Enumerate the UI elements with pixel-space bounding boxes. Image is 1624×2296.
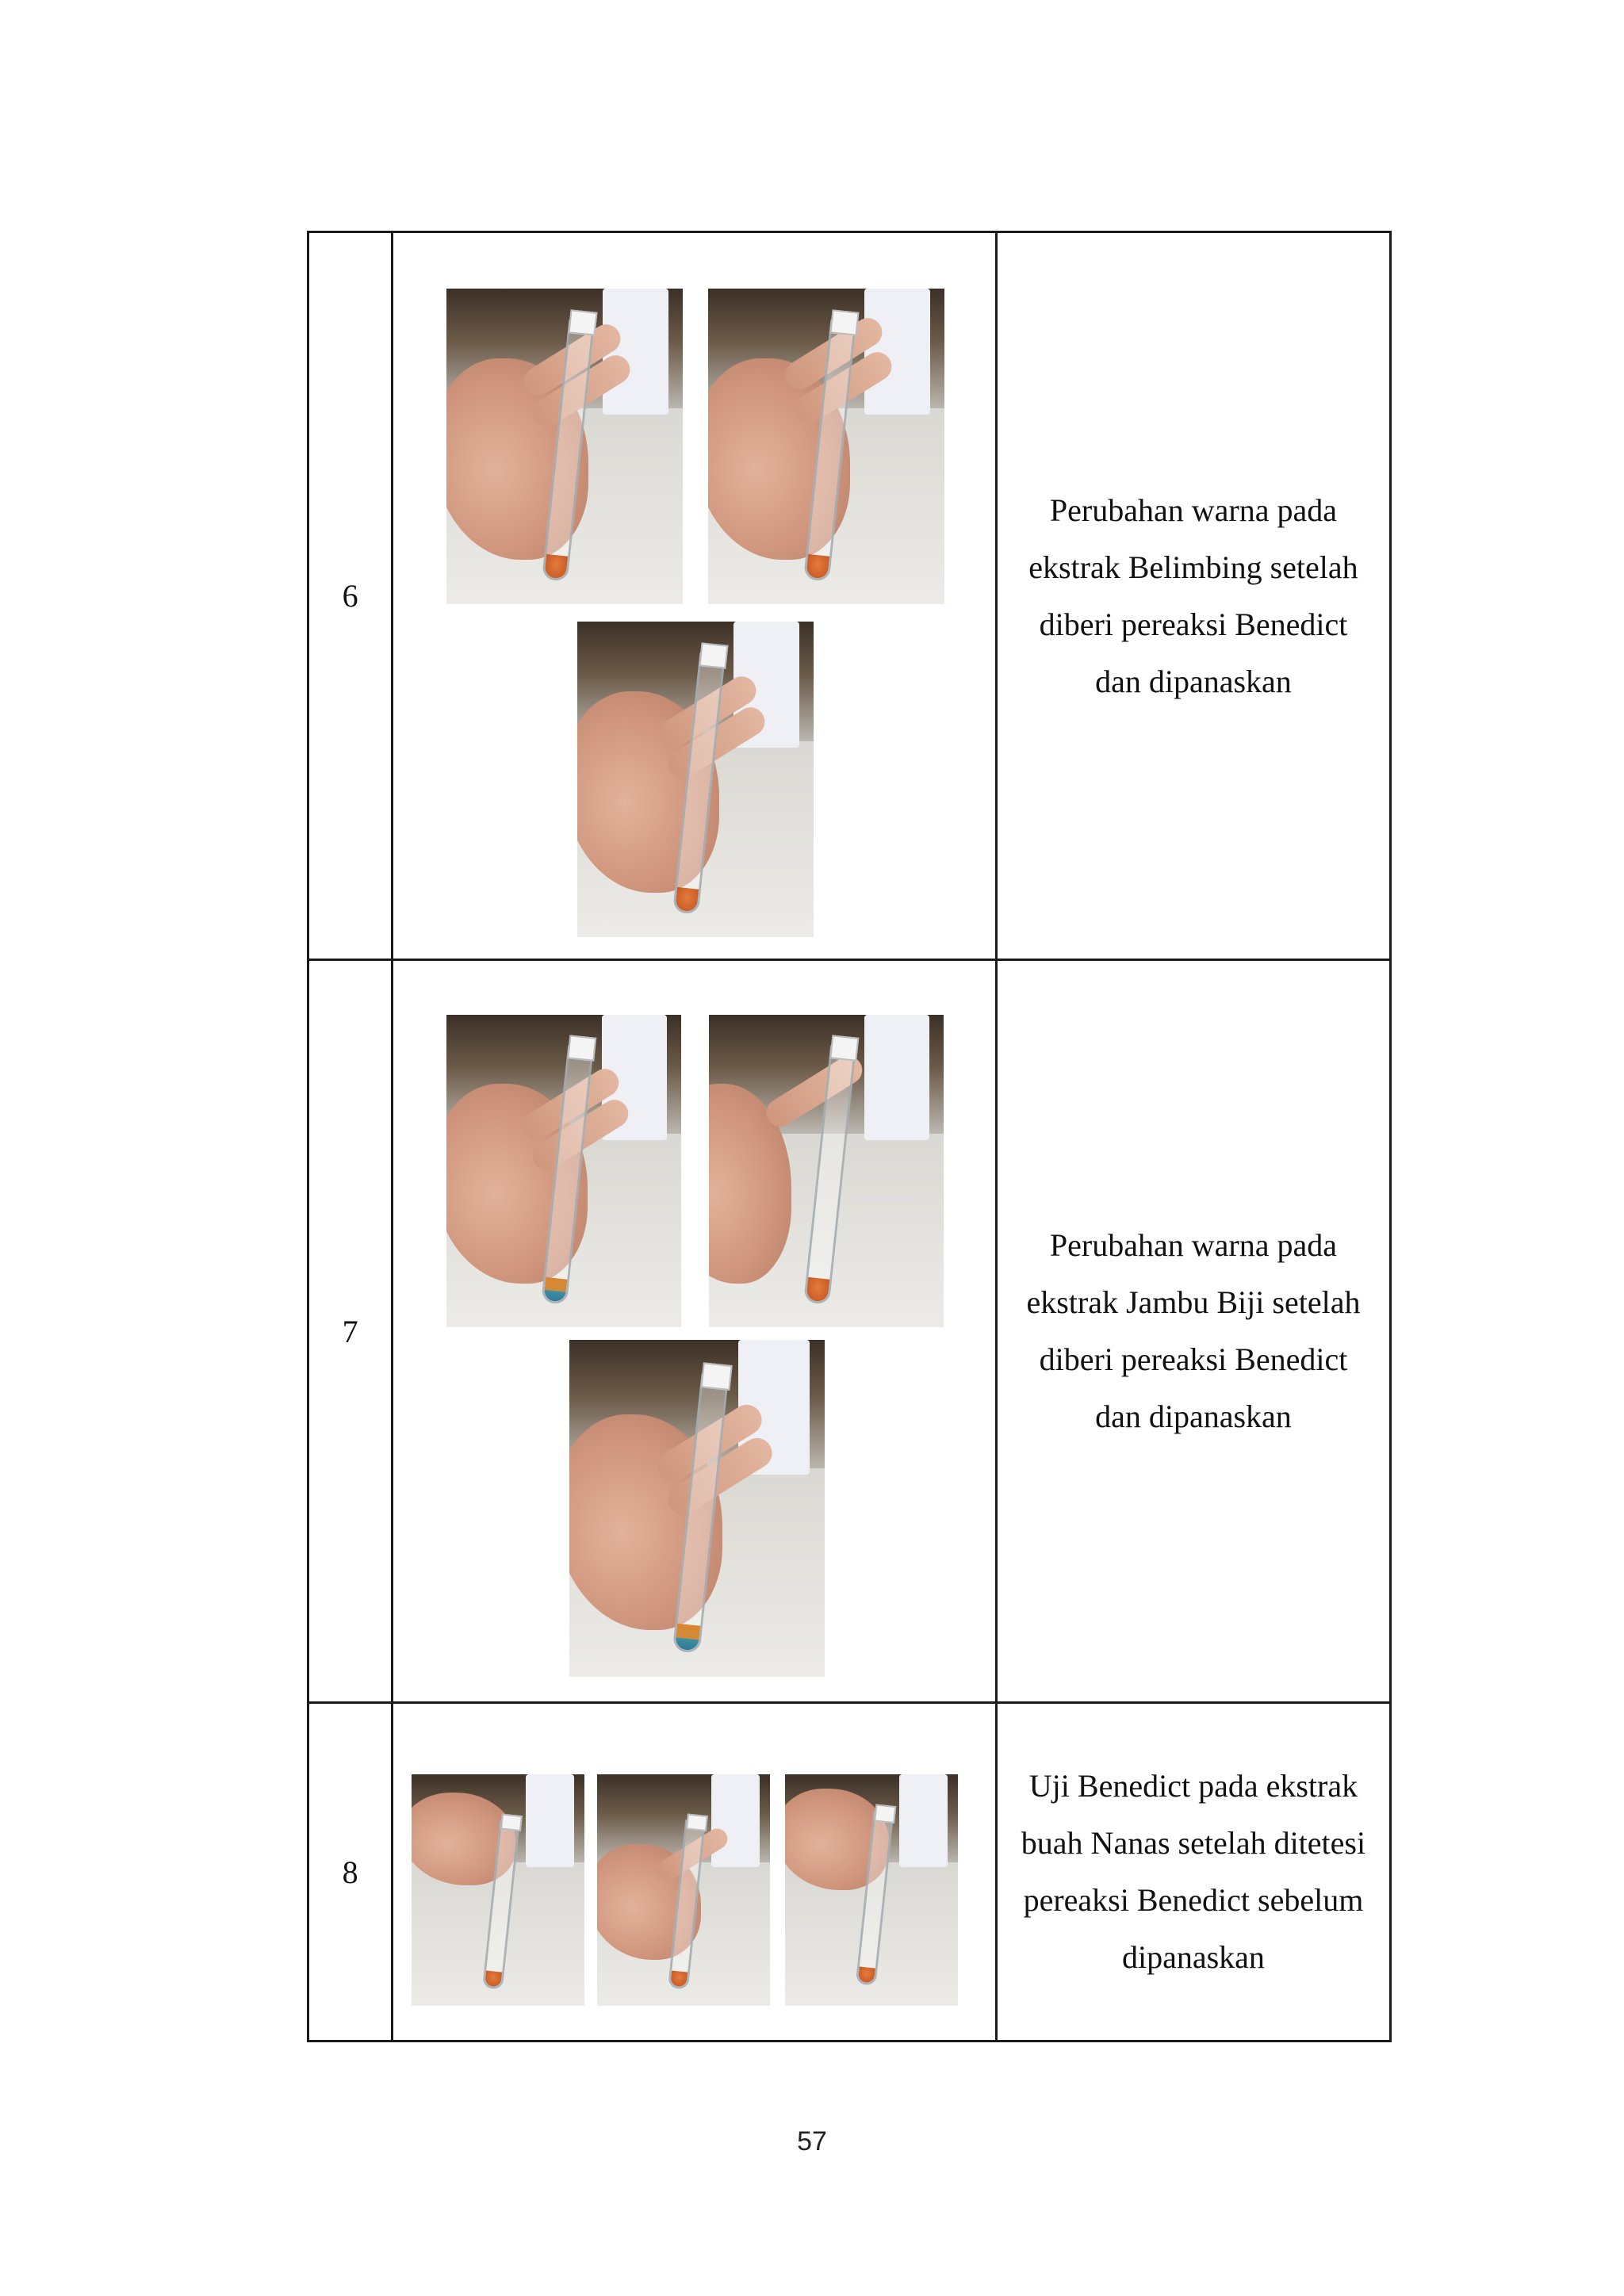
results-table xyxy=(307,231,1392,2042)
table-row xyxy=(308,960,1391,1703)
photo-cell xyxy=(393,232,997,960)
table-row xyxy=(308,1703,1391,2042)
photo-cell xyxy=(393,960,997,1703)
description-line: dan dipanaskan xyxy=(1095,1399,1292,1434)
test-tube-photo xyxy=(569,1340,825,1677)
description-line: Perubahan warna pada xyxy=(1049,492,1337,528)
test-tube-photo xyxy=(709,1015,944,1327)
description-line: diberi pereaksi Benedict xyxy=(1039,1341,1348,1377)
description-line: diberi pereaksi Benedict xyxy=(1039,606,1348,642)
page-number: 57 xyxy=(797,2126,827,2156)
test-tube-photo xyxy=(597,1774,770,2006)
row-description xyxy=(996,232,1390,960)
test-tube-photo xyxy=(412,1774,584,2006)
test-tube-photo xyxy=(708,289,944,604)
description-line: ekstrak Jambu Biji setelah xyxy=(1026,1284,1361,1320)
row-description xyxy=(996,960,1390,1703)
description-line: dipanaskan xyxy=(1121,1939,1265,1975)
description-line: ekstrak Belimbing setelah xyxy=(1028,549,1358,585)
description-line: buah Nanas setelah ditetesi xyxy=(1021,1825,1366,1861)
test-tube-photo xyxy=(446,1015,681,1327)
table-row xyxy=(308,232,1391,960)
photo-cell xyxy=(393,1703,997,2042)
description-line: pereaksi Benedict sebelum xyxy=(1023,1882,1364,1918)
row-number: 8 xyxy=(308,1703,393,2042)
test-tube-photo xyxy=(446,289,683,604)
test-tube-photo xyxy=(577,622,814,937)
description-line: dan dipanaskan xyxy=(1095,663,1292,699)
row-number: 7 xyxy=(308,960,393,1703)
row-description xyxy=(996,1703,1390,2042)
test-tube-photo xyxy=(785,1774,958,2006)
description-line: Uji Benedict pada ekstrak xyxy=(1028,1768,1358,1804)
row-number: 6 xyxy=(308,232,393,960)
description-line: Perubahan warna pada xyxy=(1049,1227,1337,1263)
